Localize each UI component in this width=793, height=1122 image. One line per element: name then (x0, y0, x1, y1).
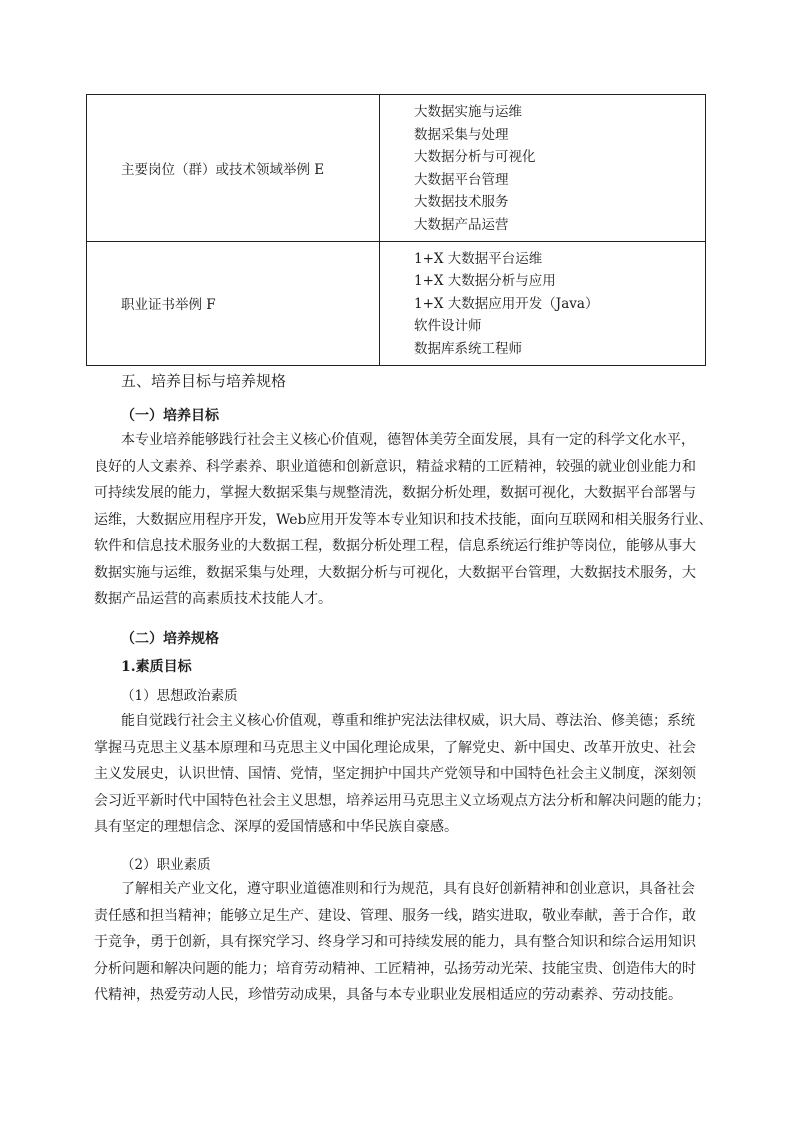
list-item: 数据采集与处理 (414, 126, 509, 143)
professional-paragraph (94, 876, 704, 1009)
part-heading-professional: （2）职业素质 (121, 857, 211, 873)
paragraph-line: 于竞争，勇于创新，具有探究学习、终身学习和可持续发展的能力，具有整合知识和综合运用知识 (94, 934, 696, 950)
table-row (87, 241, 706, 365)
paragraph-line: 责任感和担当精神；能够立足生产、建设、管理、服务一线，踏实进取，敬业奉献，善于合作，敢 (94, 907, 696, 924)
row-label: 职业证书举例 F (87, 241, 380, 365)
paragraph-line: 掌握马克思主义基本原理和马克思主义中国化理论成果，了解党史、新中国史、改革开放史、社会 (94, 739, 696, 756)
paragraph-line: 分析问题和解决问题的能力；培育劳动精神、工匠精神，弘扬劳动光荣、技能宝贵、创造伟大的时 (94, 960, 696, 977)
paragraph-line: 了解相关产业文化，遵守职业道德准则和行为规范，具有良好创新精神和创业意识，具备社会 (121, 881, 695, 897)
list-item: 软件设计师 (414, 318, 482, 335)
list-item: 1+X 大数据平台运维 (414, 250, 543, 267)
table-row (87, 95, 706, 242)
list-item: 1+X 大数据分析与应用 (414, 273, 556, 290)
list-item: 大数据分析与可视化 (414, 149, 536, 166)
list-item: 1+X 大数据应用开发（Java） (414, 295, 599, 312)
paragraph-line: 运维，大数据应用程序开发，Web应用开发等本专业知识和技术技能，面向互联网和相关服务行业、 (94, 511, 713, 528)
paragraph-line: 数据实施与运维，数据采集与处理，大数据分析与可视化，大数据平台管理，大数据技术服务，大 (94, 564, 696, 581)
subsection-heading-specs: （二）培养规格 (121, 631, 219, 647)
paragraph-line: 代精神，热爱劳动人民，珍惜劳动成果，具备与本专业职业发展相适应的劳动素养、劳动技能。 (94, 987, 682, 1003)
list-item: 大数据产品运营 (414, 216, 509, 233)
row-values (380, 241, 706, 365)
row-values (380, 95, 706, 242)
paragraph-line: 会习近平新时代中国特色社会主义思想，培养运用马克思主义立场观点方法分析和解决问题的能力； (94, 792, 710, 809)
paragraph-line: 可持续发展的能力，掌握大数据采集与规整清洗，数据分析处理，数据可视化，大数据平台部署与 (94, 485, 696, 501)
paragraph-line: 软件和信息技术服务业的大数据工程，数据分析处理工程，信息系统运行维护等岗位，能够从事大 (94, 538, 696, 554)
paragraph-line: 良好的人文素养、科学素养、职业道德和创新意识，精益求精的工匠精神，较强的就业创业能力和 (94, 458, 696, 475)
list-item: 数据库系统工程师 (414, 340, 522, 357)
item-heading-quality: 1.素质目标 (121, 659, 192, 675)
info-table (86, 94, 706, 366)
subsection-heading-goals: （一）培养目标 (121, 408, 219, 424)
section-title: 五、培养目标与培养规格 (121, 372, 287, 390)
paragraph-line: 具有坚定的理想信念、深厚的爱国情感和中华民族自豪感。 (94, 819, 458, 835)
list-item: 大数据技术服务 (414, 194, 509, 211)
paragraph-line: 能自觉践行社会主义核心价值观，尊重和维护宪法法律权威，识大局、尊法治、修美德；系统 (121, 713, 695, 729)
political-paragraph (94, 708, 710, 841)
paragraph-line: 本专业培养能够践行社会主义核心价值观，德智体美劳全面发展，具有一定的科学文化水平， (121, 432, 695, 448)
list-item: 大数据平台管理 (414, 171, 509, 188)
part-heading-political: （1）思想政治素质 (121, 688, 238, 704)
row-label: 主要岗位（群）或技术领域举例 E (87, 95, 380, 242)
list-item: 大数据实施与运维 (414, 104, 522, 120)
goals-paragraph (94, 427, 713, 613)
paragraph-line: 数据产品运营的高素质技术技能人才。 (94, 591, 332, 607)
paragraph-line: 主义发展史，认识世情、国情、党情，坚定拥护中国共产党领导和中国特色社会主义制度，深刻领 (94, 766, 696, 782)
